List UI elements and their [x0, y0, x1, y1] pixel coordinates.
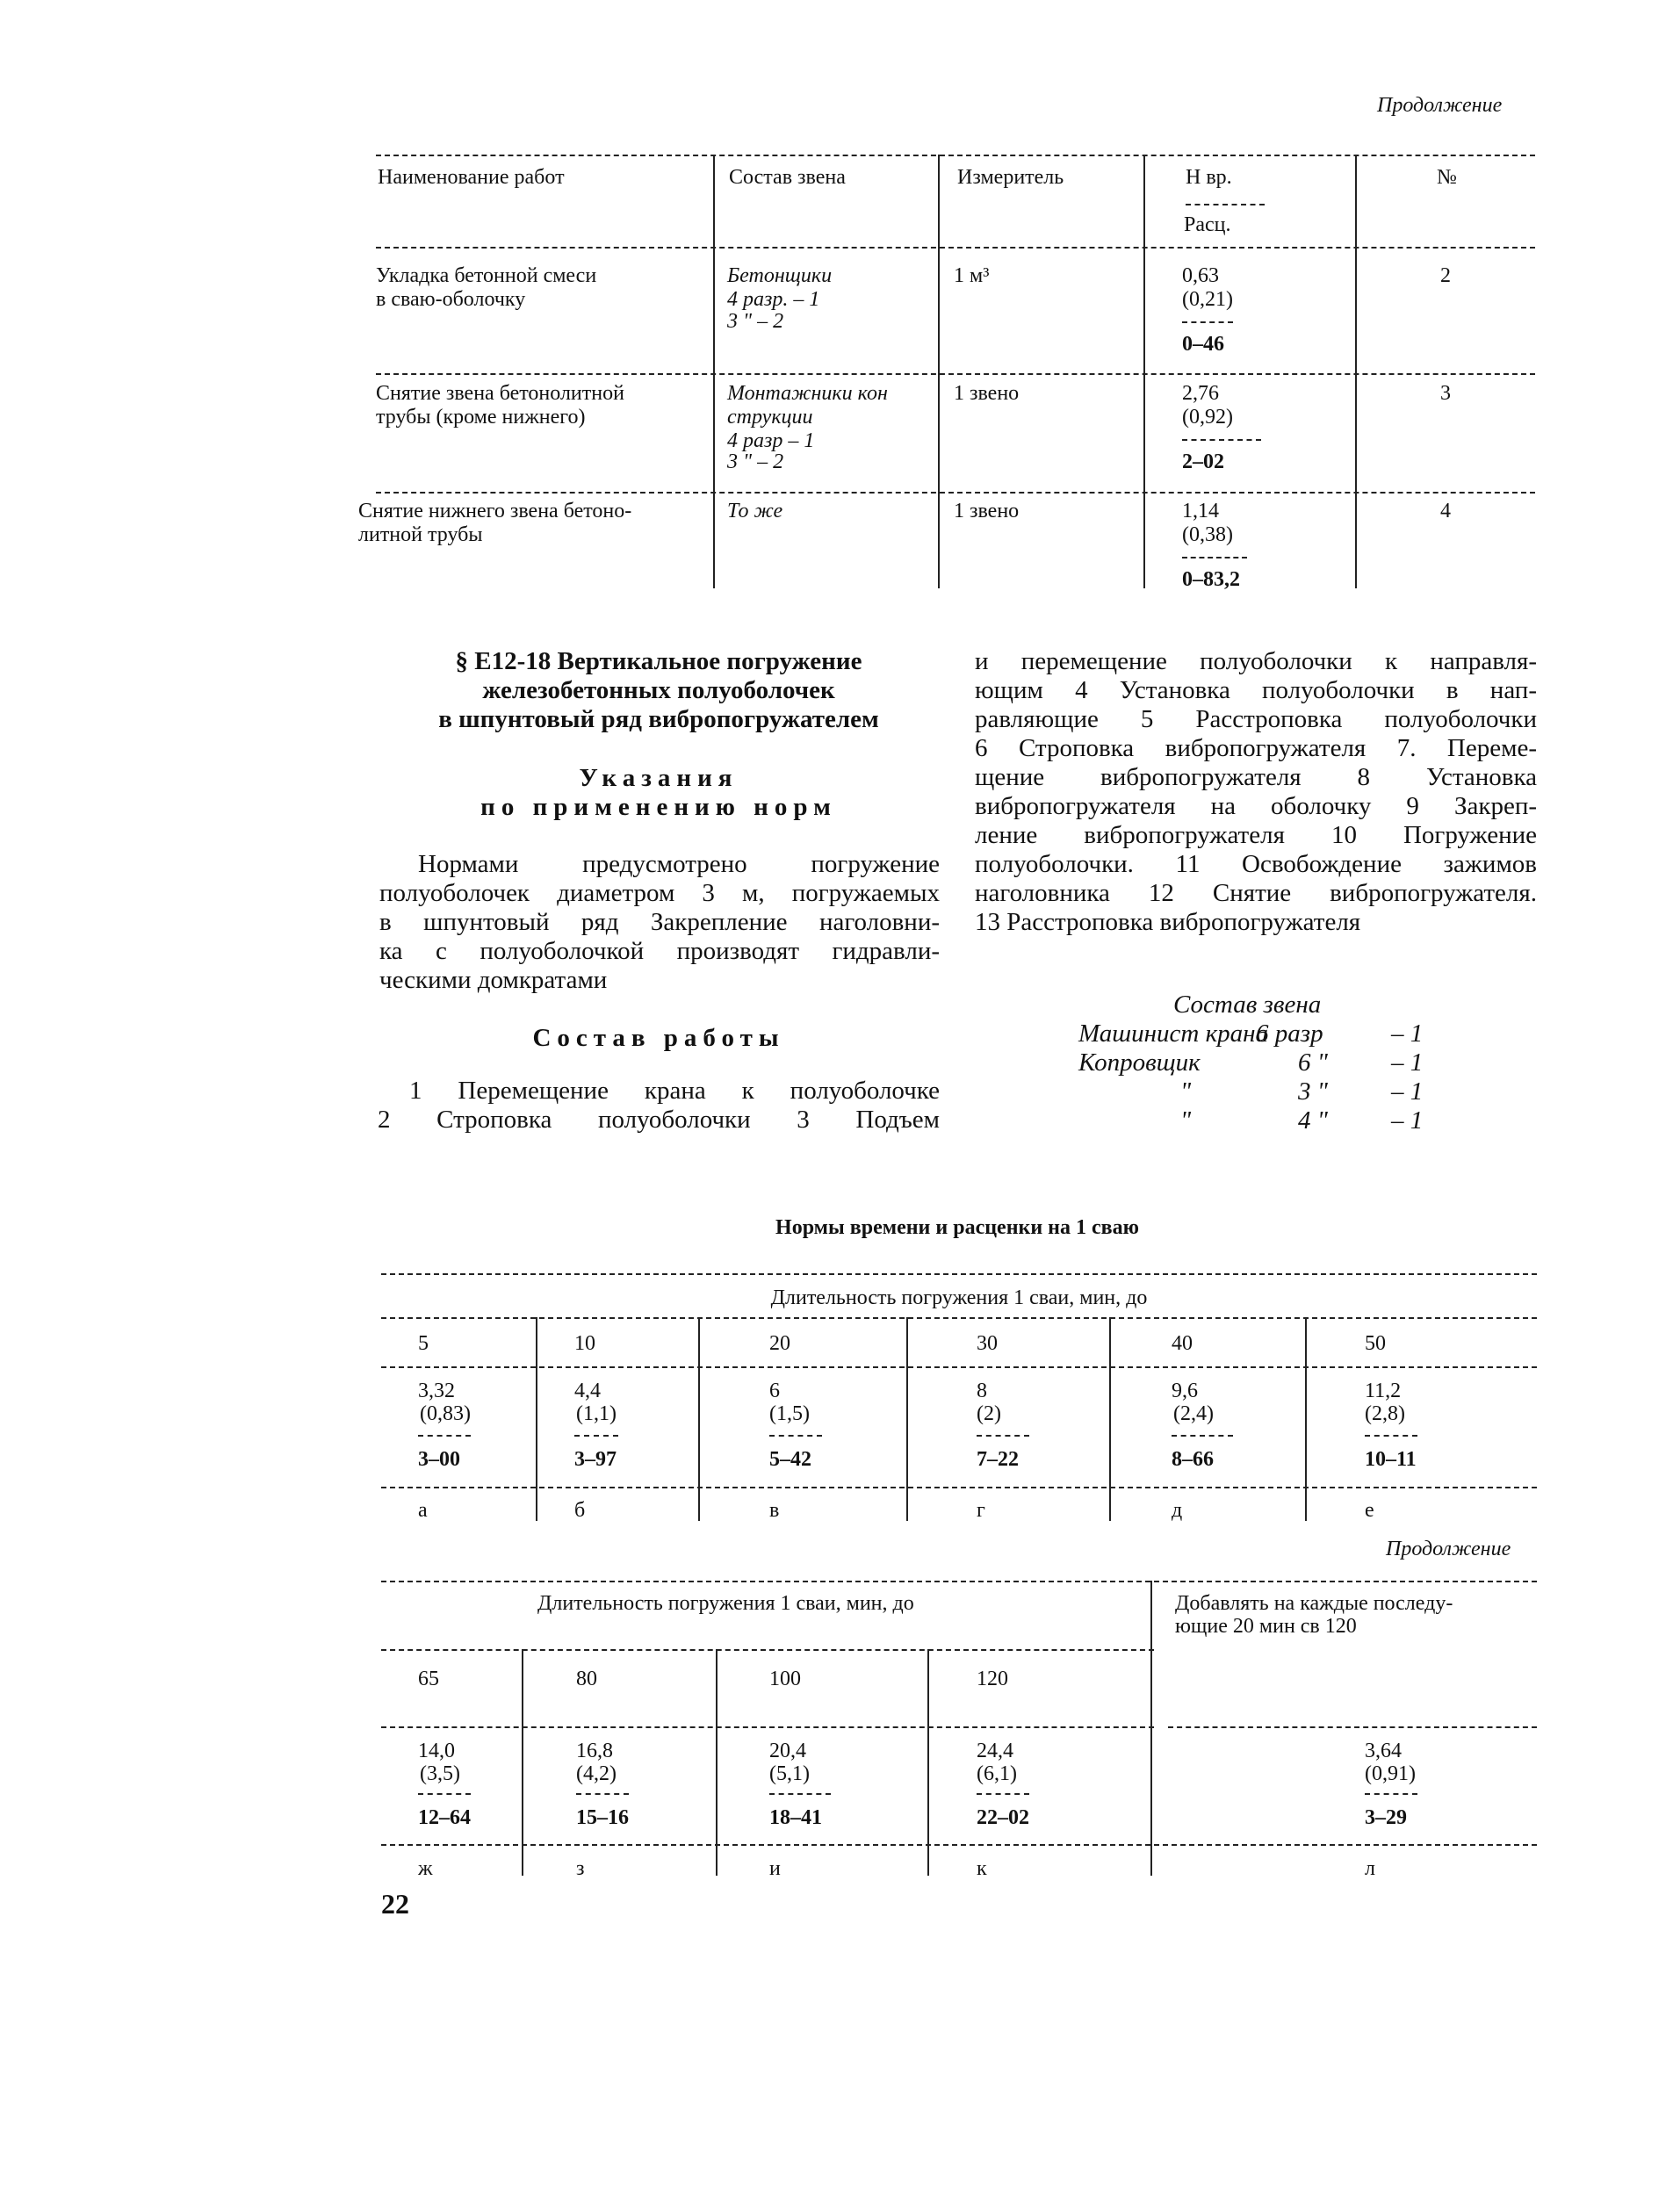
norm-value: 9,6 — [1172, 1380, 1198, 1402]
column-letter: а — [418, 1499, 428, 1522]
paragraph-line: полуоболочек диаметром 3 м, погружаемых — [379, 879, 940, 907]
duration-col: 65 — [418, 1668, 439, 1690]
crew-text: струкции — [727, 406, 813, 429]
norm-value: 24,4 — [977, 1740, 1013, 1762]
crew-text: 3 " – 2 — [727, 450, 784, 473]
rate-value: 8–66 — [1172, 1448, 1214, 1471]
continuation-label: Продолжение — [1377, 94, 1503, 117]
crew-title: Состав звена — [1173, 991, 1322, 1019]
column-letter: д — [1172, 1499, 1183, 1522]
norm-value: 3,32 — [418, 1380, 455, 1402]
work-line: 2 Строповка полуоболочки 3 Подъем — [378, 1106, 940, 1134]
paragraph-line: наголовника 12 Снятие вибропогружателя. — [975, 879, 1537, 907]
work-name: Снятие звена бетонолитной — [376, 382, 624, 405]
norm-paren: (0,21) — [1182, 288, 1233, 311]
page-number: 22 — [381, 1888, 409, 1920]
work-name: литной трубы — [358, 523, 483, 546]
crew-text: 4 разр – 1 — [727, 429, 815, 452]
rate-value: 3–00 — [418, 1448, 460, 1471]
rate-value: 12–64 — [418, 1806, 471, 1829]
crew-text: То же — [727, 500, 783, 522]
norm-value: 16,8 — [576, 1740, 613, 1762]
row-number: 2 — [1440, 264, 1451, 287]
paragraph-line: ющим 4 Установка полуоболочки в нап- — [975, 676, 1537, 704]
paragraph-line: Нормами предусмотрено погружение — [418, 850, 940, 878]
paragraph-line: 13 Расстроповка вибропогружателя — [975, 908, 1361, 936]
norm-paren: (2,4) — [1173, 1402, 1214, 1425]
rate-value: 3–29 — [1365, 1806, 1407, 1829]
norm-paren: (2) — [977, 1402, 1001, 1425]
crew-grade: 4 " — [1298, 1106, 1328, 1135]
duration-col: 120 — [977, 1668, 1008, 1690]
duration-col: 10 — [574, 1332, 595, 1355]
unit-value: 1 звено — [954, 382, 1020, 405]
paragraph-line: ка с полуоболочкой производят гидравли- — [379, 937, 940, 965]
crew-text: Монтажники кон — [727, 382, 888, 405]
rate-value: 18–41 — [769, 1806, 822, 1829]
continuation-label: Продолжение — [1386, 1538, 1511, 1560]
norm-paren: (3,5) — [420, 1762, 460, 1785]
column-letter: л — [1365, 1857, 1375, 1880]
norm-value: 20,4 — [769, 1740, 806, 1762]
work-name: Снятие нижнего звена бетоно- — [358, 500, 632, 522]
rate-value: 5–42 — [769, 1448, 811, 1471]
paragraph-line: полуоболочки. 11 Освобождение зажимов — [975, 850, 1537, 878]
work-name: трубы (кроме нижнего) — [376, 406, 586, 429]
norm-paren: (6,1) — [977, 1762, 1017, 1785]
norm-value: 1,14 — [1182, 500, 1219, 522]
duration-col: 20 — [769, 1332, 790, 1355]
section-title: § Е12-18 Вертикальное погружение — [455, 647, 862, 675]
rate-value: 3–97 — [574, 1448, 617, 1471]
guide-subtitle: по применению норм — [480, 793, 837, 821]
norm-paren: (0,83) — [420, 1402, 471, 1425]
crew-role: " — [1180, 1077, 1192, 1106]
work-name: Укладка бетонной смеси — [376, 264, 597, 287]
section-title: в шпунтовый ряд вибропогружателем — [438, 705, 879, 733]
crew-role: Машинист крана — [1078, 1020, 1269, 1048]
guide-title: Указания — [579, 764, 739, 792]
crew-grade: 6 " — [1298, 1048, 1328, 1077]
paragraph-line: и перемещение полуоболочки к направля- — [975, 647, 1537, 675]
column-letter: б — [574, 1499, 586, 1522]
crew-count: – 1 — [1391, 1020, 1424, 1048]
column-letter: в — [769, 1499, 780, 1522]
norm-value: 2,76 — [1182, 382, 1219, 405]
work-composition-title: Состав работы — [532, 1024, 785, 1052]
norm-paren: (2,8) — [1365, 1402, 1405, 1425]
row-number: 3 — [1440, 382, 1451, 405]
crew-count: – 1 — [1391, 1048, 1424, 1077]
crew-text: 4 разр. – 1 — [727, 288, 820, 311]
table-header: Длительность погружения 1 сваи, мин, до — [770, 1286, 1148, 1309]
col-header-num: № — [1437, 166, 1457, 189]
rate-value: 15–16 — [576, 1806, 629, 1829]
paragraph-line: ческими домкратами — [379, 966, 608, 994]
norm-paren: (0,91) — [1365, 1762, 1416, 1785]
crew-count: – 1 — [1391, 1077, 1424, 1106]
duration-col: 30 — [977, 1332, 998, 1355]
unit-value: 1 звено — [954, 500, 1020, 522]
column-letter: г — [977, 1499, 985, 1522]
norm-value: 0,63 — [1182, 264, 1219, 287]
col-header-name: Наименование работ — [378, 166, 565, 189]
norm-value: 6 — [769, 1380, 780, 1402]
norm-value: 8 — [977, 1380, 987, 1402]
col-header-crew: Состав звена — [729, 166, 846, 189]
paragraph-line: равляющие 5 Расстроповка полуоболочки — [975, 705, 1537, 733]
norm-paren: (4,2) — [576, 1762, 617, 1785]
work-name: в сваю-оболочку — [376, 288, 526, 311]
norm-value: 11,2 — [1365, 1380, 1402, 1402]
paragraph-line: в шпунтовый ряд Закрепление наголовни- — [379, 908, 940, 936]
norm-paren: (0,92) — [1182, 406, 1233, 429]
crew-text: Бетонщики — [727, 264, 833, 287]
column-letter: ж — [418, 1857, 433, 1880]
paragraph-line: 6 Строповка вибропогружателя 7. Переме- — [975, 734, 1537, 762]
rate-value: 0–46 — [1182, 333, 1224, 356]
column-letter: е — [1365, 1499, 1374, 1522]
norm-paren: (1,5) — [769, 1402, 810, 1425]
unit-value: 1 м³ — [954, 264, 990, 287]
paragraph-line: ление вибропогружателя 10 Погружение — [975, 821, 1537, 849]
col-header-unit: Измеритель — [957, 166, 1064, 189]
norm-value: 14,0 — [418, 1740, 455, 1762]
duration-col: 5 — [418, 1332, 429, 1355]
crew-grade: 3 " — [1298, 1077, 1328, 1106]
paragraph-line: вибропогружателя на оболочку 9 Закреп- — [975, 792, 1537, 820]
crew-text: 3 " – 2 — [727, 310, 784, 333]
norm-value: 4,4 — [574, 1380, 601, 1402]
norm-paren: (1,1) — [576, 1402, 617, 1425]
paragraph-line: щение вибропогружателя 8 Установка — [975, 763, 1537, 791]
norm-paren: (5,1) — [769, 1762, 810, 1785]
column-letter: з — [576, 1857, 585, 1880]
work-line: 1 Перемещение крана к полуоболочке — [409, 1077, 940, 1105]
duration-col: 100 — [769, 1668, 801, 1690]
crew-grade: 6 разр — [1256, 1020, 1323, 1048]
rate-value: 2–02 — [1182, 450, 1224, 473]
rate-value: 10–11 — [1365, 1448, 1417, 1471]
column-letter: к — [977, 1857, 987, 1880]
section-title: железобетонных полуоболочек — [482, 676, 835, 704]
crew-role: Копровщик — [1078, 1048, 1201, 1077]
rate-value: 7–22 — [977, 1448, 1019, 1471]
col-header-rate: Расц. — [1184, 213, 1231, 236]
extra-header: ющие 20 мин св 120 — [1175, 1615, 1357, 1638]
table-header: Длительность погружения 1 сваи, мин, до — [537, 1592, 914, 1615]
crew-count: – 1 — [1391, 1106, 1424, 1135]
row-number: 4 — [1440, 500, 1451, 522]
duration-col: 80 — [576, 1668, 597, 1690]
norm-paren: (0,38) — [1182, 523, 1233, 546]
column-letter: и — [769, 1857, 781, 1880]
extra-header: Добавлять на каждые последу- — [1175, 1592, 1453, 1615]
table-title: Нормы времени и расценки на 1 сваю — [775, 1216, 1139, 1239]
rate-value: 0–83,2 — [1182, 568, 1240, 591]
col-header-norm: Н вр. — [1186, 166, 1232, 189]
crew-role: " — [1180, 1106, 1192, 1135]
norm-value: 3,64 — [1365, 1740, 1402, 1762]
duration-col: 40 — [1172, 1332, 1193, 1355]
duration-col: 50 — [1365, 1332, 1386, 1355]
rate-value: 22–02 — [977, 1806, 1029, 1829]
